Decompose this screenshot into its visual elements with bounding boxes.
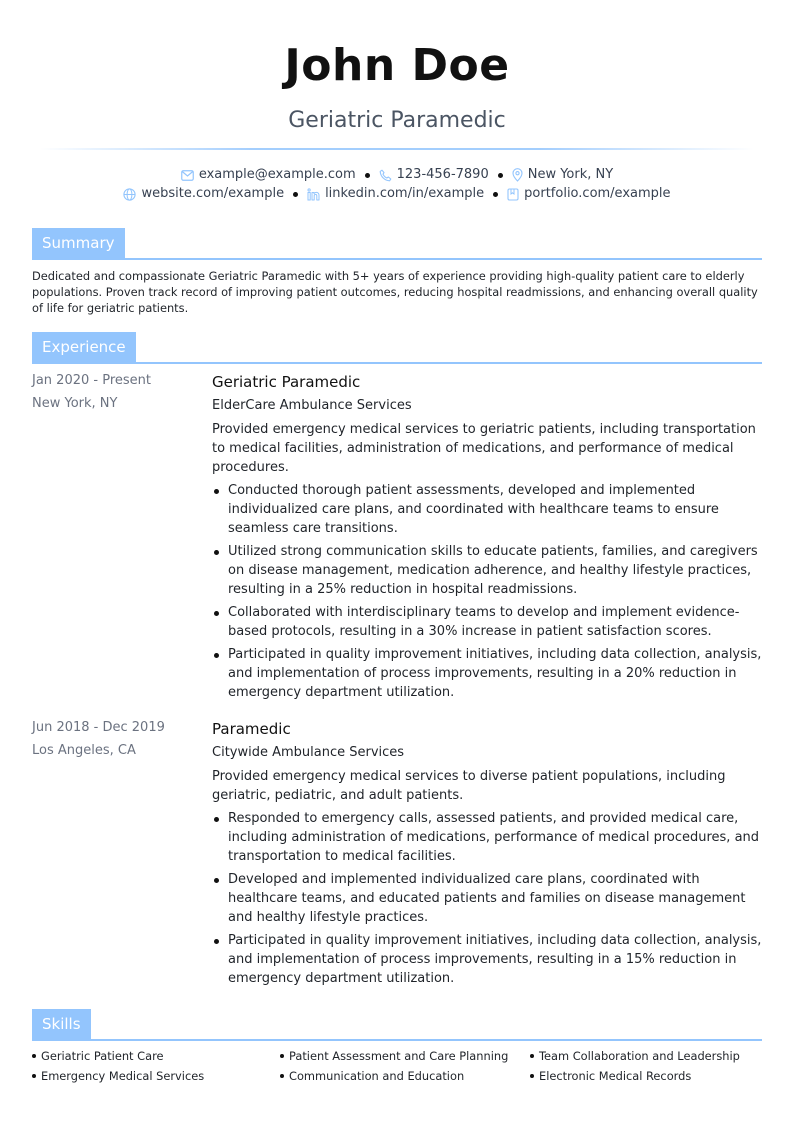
- experience-heading: Experience: [32, 332, 136, 362]
- experience-details: [212, 719, 762, 992]
- contact-portfolio-text: portfolio.com/example: [524, 186, 671, 201]
- contact-website[interactable]: [123, 185, 284, 203]
- contact-email[interactable]: [181, 166, 356, 184]
- contact-portfolio[interactable]: [507, 185, 670, 203]
- contact-location-text: New York, NY: [527, 167, 614, 182]
- job-description: Provided emergency medical services to diverse patient populations, including geriatric, pediatric, and adult patients.: [212, 769, 726, 803]
- phone-icon: [379, 169, 392, 182]
- contact-website-text: website.com/example: [141, 186, 285, 201]
- contact-row-secondary: [0, 185, 794, 203]
- contact-phone[interactable]: [379, 166, 489, 184]
- bookmark-icon: [507, 188, 519, 201]
- bullet-dot: [280, 1074, 284, 1078]
- mail-icon: [181, 170, 194, 181]
- job-title: Paramedic: [212, 720, 291, 738]
- achievement-item: Collaborated with interdisciplinary teams to develop and implement evidence-based protocols, resulting in a 30% increase in patient satisfaction scores.: [212, 603, 762, 641]
- company-name: Citywide Ambulance Services: [212, 745, 405, 760]
- skill-label: Emergency Medical Services: [41, 1069, 205, 1083]
- skill-item: [280, 1048, 530, 1064]
- summary-heading: Summary: [32, 228, 125, 258]
- experience-location: New York, NY: [32, 396, 118, 411]
- skills-heading: Skills: [32, 1009, 91, 1039]
- company-name: ElderCare Ambulance Services: [212, 398, 412, 413]
- skill-label: Geriatric Patient Care: [41, 1049, 164, 1063]
- skill-item: [530, 1048, 762, 1064]
- contact-linkedin[interactable]: [307, 185, 484, 203]
- header-divider: [40, 148, 754, 150]
- achievement-item: Utilized strong communication skills to educate patients, families, and caregivers on disease management, medication adherence, and healthy lifestyle practices, resulting in a 25% reduction in hospital readmissions.: [212, 542, 762, 599]
- contact-location: [512, 166, 613, 184]
- separator-dot: [498, 173, 503, 178]
- skills-section-header: [32, 1009, 762, 1041]
- achievement-item: Conducted thorough patient assessments, developed and implemented individualized care plans, and coordinated with healthcare teams to ensure seamless care transitions.: [212, 481, 762, 538]
- bullet-dot: [280, 1054, 284, 1058]
- skill-item: [530, 1068, 762, 1084]
- summary-section-header: [32, 228, 762, 260]
- bullet-dot: [32, 1054, 36, 1058]
- location-pin-icon: [512, 168, 523, 182]
- experience-location: Los Angeles, CA: [32, 743, 136, 758]
- contact-email-text: example@example.com: [198, 167, 356, 182]
- achievement-item: Participated in quality improvement initiatives, including data collection, analysis, and implementation of process improvements, resulting in a 15% reduction in emergency department utilization.: [212, 931, 762, 988]
- bullet-dot: [32, 1074, 36, 1078]
- skill-label: Team Collaboration and Leadership: [539, 1049, 740, 1063]
- achievement-item: Responded to emergency calls, assessed patients, and provided medical care, including administration of medications, performance of medical procedures, and transportation to medical facilities.: [212, 809, 762, 866]
- contact-linkedin-text: linkedin.com/in/example: [325, 186, 485, 201]
- job-title: Geriatric Paramedic: [212, 373, 361, 391]
- globe-icon: [123, 188, 136, 201]
- experience-date: Jun 2018 - Dec 2019: [32, 720, 165, 735]
- achievement-list: [212, 809, 762, 988]
- experience-date: Jan 2020 - Present: [32, 373, 151, 388]
- achievement-list: [212, 481, 762, 702]
- experience-meta: [32, 719, 202, 760]
- skill-label: Communication and Education: [289, 1069, 465, 1083]
- achievement-item: Developed and implemented individualized care plans, coordinated with healthcare teams, and educated patients and families on disease management and healthy lifestyle practices.: [212, 870, 762, 927]
- achievement-item: Participated in quality improvement initiatives, including data collection, analysis, and implementation of process improvements, resulting in a 20% reduction in emergency department utilization.: [212, 645, 762, 702]
- candidate-role: Geriatric Paramedic: [288, 108, 506, 133]
- separator-dot: [293, 192, 298, 197]
- experience-section-header: [32, 332, 762, 364]
- skill-label: Patient Assessment and Care Planning: [289, 1049, 509, 1063]
- skill-label: Electronic Medical Records: [539, 1069, 692, 1083]
- bullet-dot: [530, 1074, 534, 1078]
- skills-list: [32, 1048, 762, 1084]
- skill-item: [32, 1068, 280, 1084]
- experience-details: [212, 372, 762, 706]
- linkedin-icon: [307, 188, 320, 201]
- contact-phone-text: 123-456-7890: [396, 167, 489, 182]
- separator-dot: [493, 192, 498, 197]
- summary-text: Dedicated and compassionate Geriatric Paramedic with 5+ years of experience providing high-quality patient care to elderly populations. Proven track record of improving patient outcomes, reducing hospital readmissions, and enhancing overall quality of life for geriatric patients.: [32, 269, 758, 315]
- candidate-name: John Doe: [284, 40, 510, 91]
- skill-item: [32, 1048, 280, 1064]
- bullet-dot: [530, 1054, 534, 1058]
- experience-meta: [32, 372, 202, 413]
- contact-row-primary: [0, 166, 794, 184]
- separator-dot: [365, 173, 370, 178]
- job-description: Provided emergency medical services to geriatric patients, including transportation to medical facilities, administration of medications, and performance of medical procedures.: [212, 422, 756, 475]
- skill-item: [280, 1068, 530, 1084]
